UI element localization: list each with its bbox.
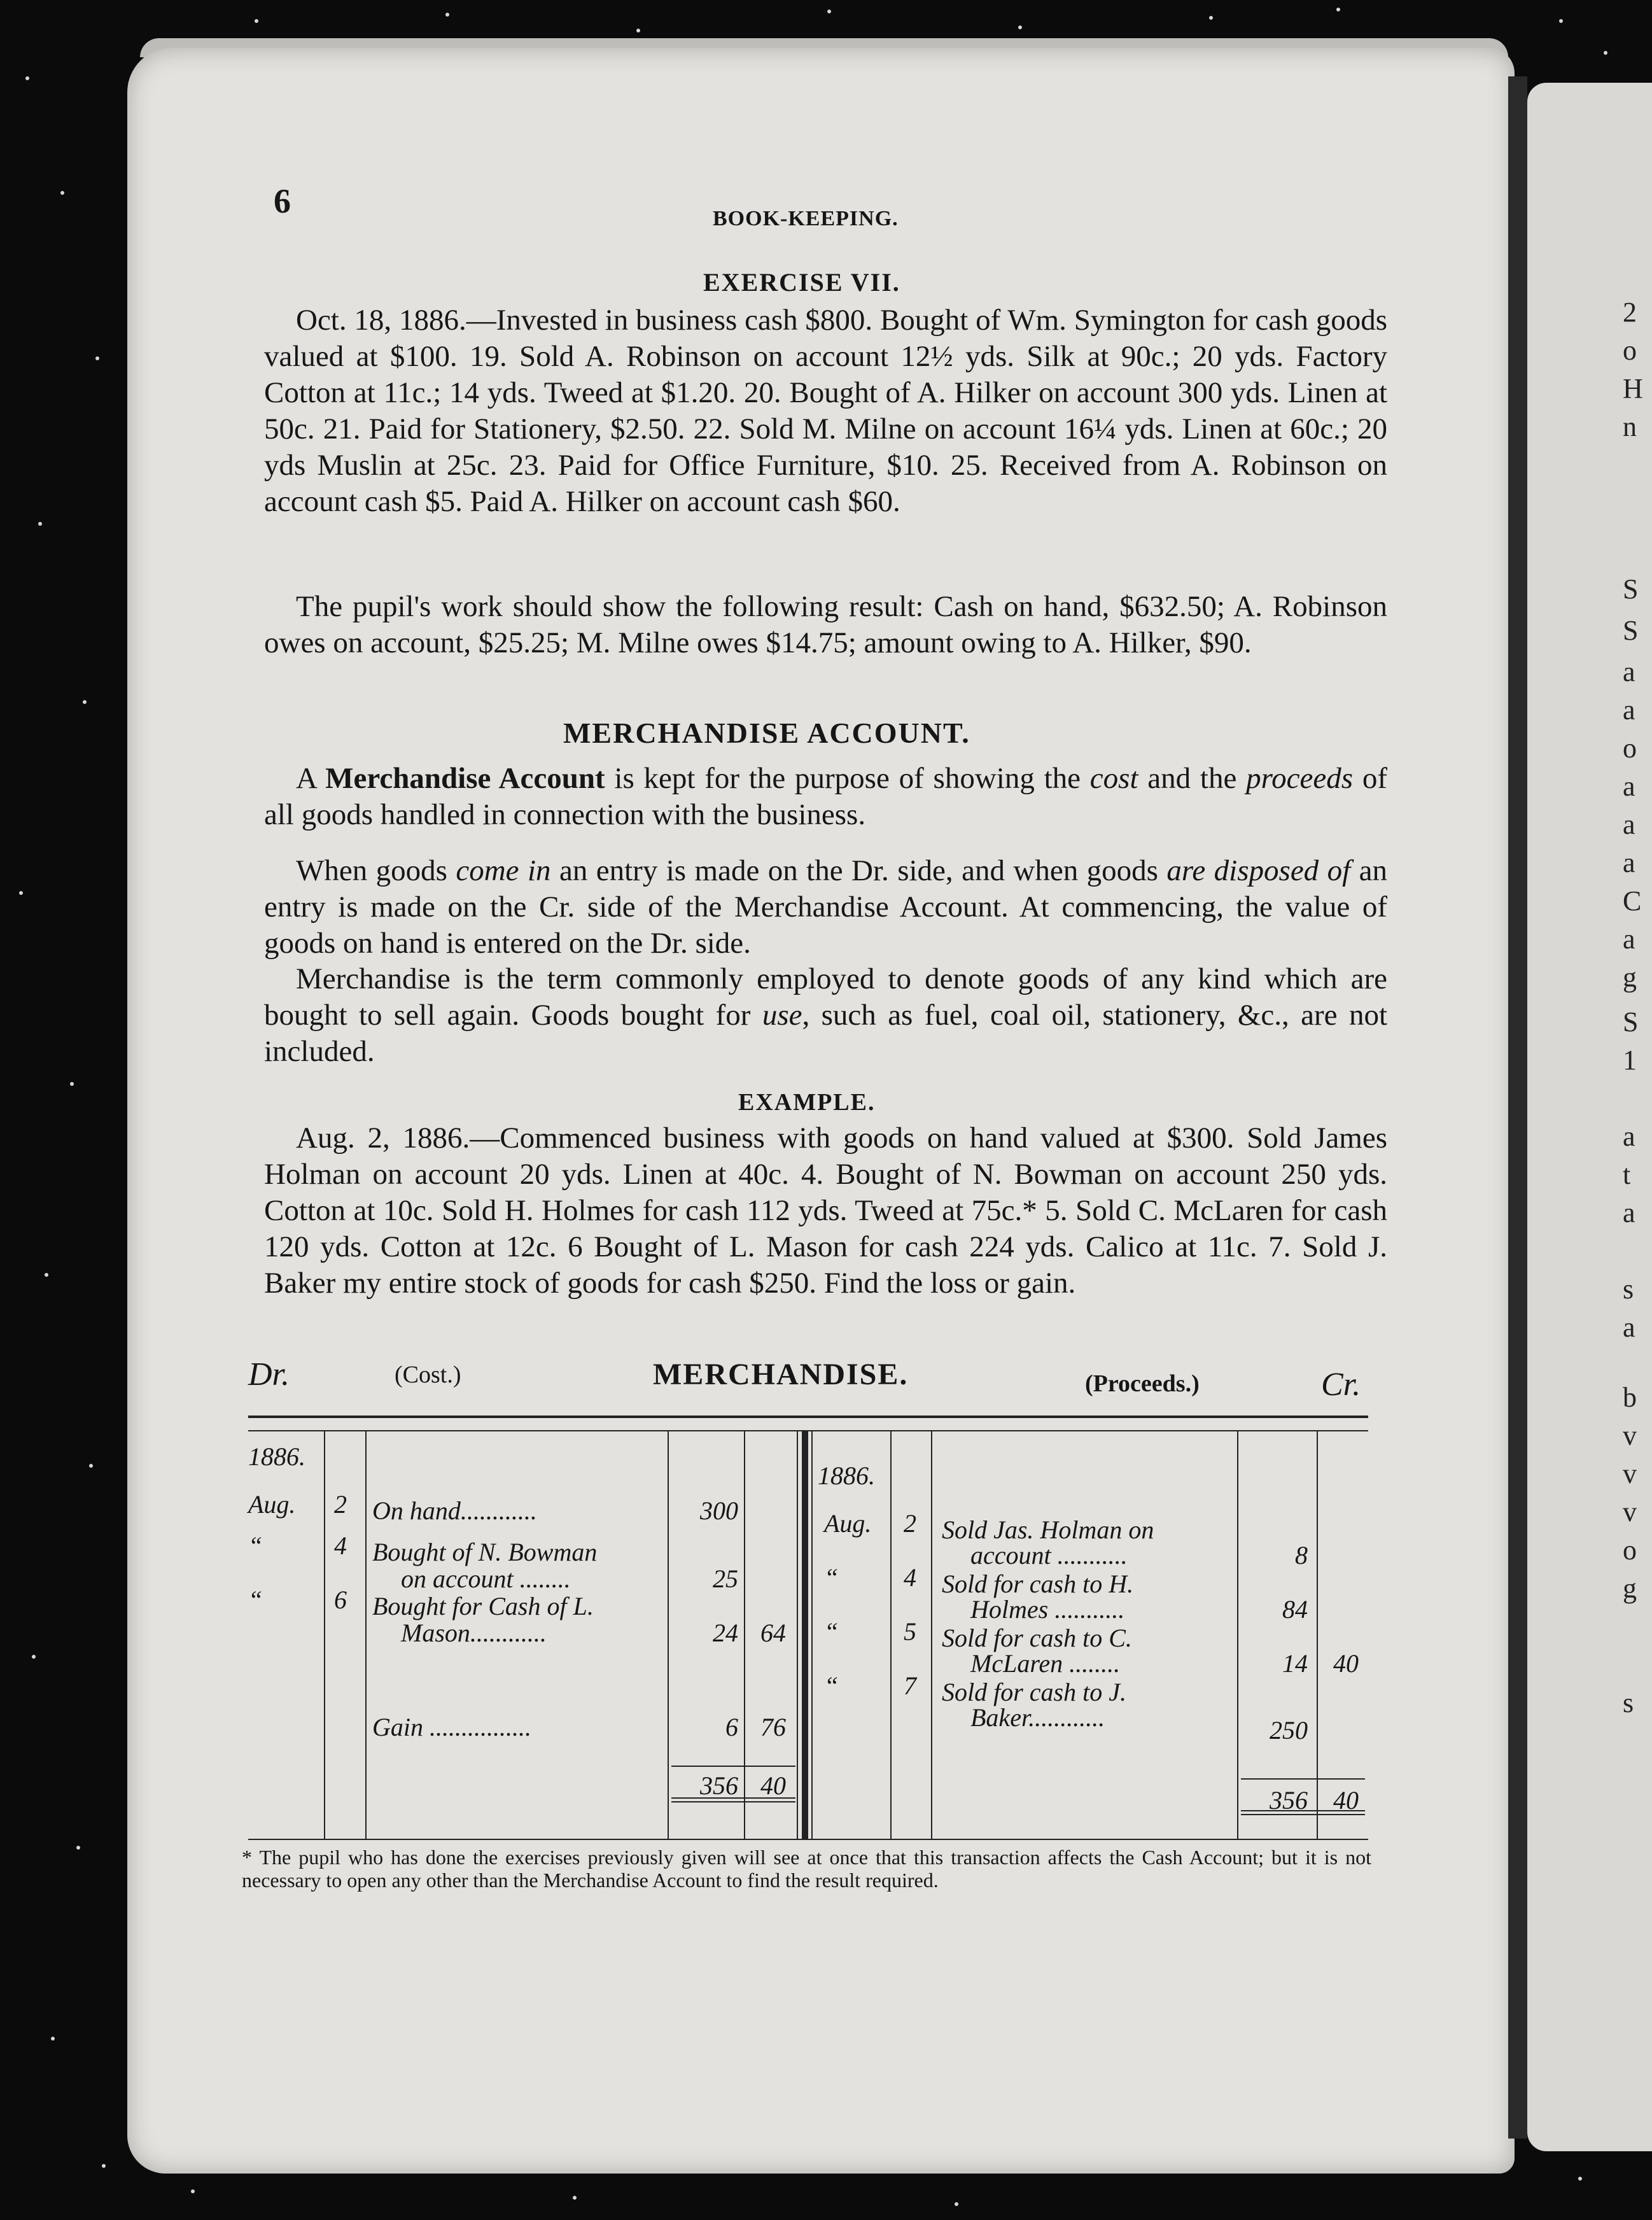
ledger-title: MERCHANDISE.: [653, 1358, 909, 1391]
facing-page-fragment: a: [1623, 847, 1635, 878]
debit-description: Gain ................: [372, 1713, 531, 1741]
facing-page-fragment: o: [1623, 733, 1637, 764]
facing-page-fragment: a: [1623, 1121, 1635, 1152]
merchandise-term-definition: Merchandise is the term commonly employed to denote goods of any kind which are bought to sell again. Goods bought for use, such as fuel, coal oil, stationery, &c., are not included.: [264, 962, 1388, 1068]
dust-speck: [89, 1464, 93, 1468]
cost-label: (Cost.): [395, 1361, 461, 1388]
facing-page-fragment: a: [1623, 771, 1635, 802]
facing-page-fragment: g: [1623, 1573, 1637, 1604]
debit-month: “: [248, 1531, 263, 1560]
debit-total-cents: 40: [760, 1771, 786, 1800]
dust-speck: [445, 13, 449, 17]
debit-dollars: 25: [713, 1564, 738, 1593]
proceeds-label: (Proceeds.): [1085, 1370, 1200, 1397]
exercise-title: EXERCISE VII.: [703, 268, 900, 297]
dust-speck: [827, 10, 831, 13]
debit-total-dollars: 356: [700, 1771, 738, 1800]
debit-day: 4: [334, 1531, 347, 1560]
dust-speck: [636, 29, 640, 32]
dust-speck: [76, 1846, 80, 1850]
facing-page-fragment: a: [1623, 694, 1635, 726]
dust-speck: [25, 76, 29, 80]
credit-year: 1886.: [818, 1461, 875, 1490]
dust-speck: [1018, 25, 1022, 29]
credit-dollars: 14: [1282, 1649, 1308, 1678]
credit-dollars: 250: [1270, 1716, 1308, 1745]
facing-page-fragment: n: [1623, 411, 1637, 442]
dust-speck: [1209, 16, 1213, 20]
credit-description: account ...........: [970, 1541, 1128, 1570]
debit-year: 1886.: [248, 1442, 305, 1471]
debit-description: Bought of N. Bowman: [372, 1538, 598, 1566]
facing-page-fragment: b: [1623, 1382, 1637, 1413]
dust-speck: [573, 2196, 577, 2200]
facing-page-fragment: a: [1623, 656, 1635, 687]
dust-speck: [191, 2189, 195, 2193]
credit-month: “: [824, 1563, 839, 1592]
debit-label: Dr.: [248, 1356, 290, 1393]
facing-page-fragment: a: [1623, 809, 1635, 840]
facing-page-fragment: H: [1623, 373, 1643, 404]
credit-month: Aug.: [824, 1509, 872, 1538]
credit-description: McLaren ........: [970, 1649, 1121, 1678]
debit-day: 6: [334, 1585, 347, 1614]
ledger-header: [248, 1356, 1387, 1407]
credit-month: “: [824, 1671, 839, 1700]
credit-day: 4: [904, 1563, 916, 1592]
facing-page-fragment: S: [1623, 615, 1639, 646]
example-title: EXAMPLE.: [738, 1089, 876, 1116]
debit-description: Mason............: [401, 1619, 547, 1647]
dust-speck: [1604, 51, 1607, 55]
facing-page-fragment: 1: [1623, 1044, 1637, 1076]
merchandise-definition: A Merchandise Account is kept for the purpose of showing the cost and the proceeds of all goods handled in connection with the business.: [264, 762, 1387, 831]
footnote: * The pupil who has done the exercises previously given will see at once that this transaction affects the Cash Account; but it is not necessary to open any other than the Merchandise Account to find the result required.: [242, 1846, 1371, 1892]
facing-page-fragment: g: [1623, 962, 1637, 993]
credit-month: “: [824, 1617, 839, 1646]
book-spine: [1508, 76, 1527, 2139]
merchandise-account-title: MERCHANDISE ACCOUNT.: [563, 717, 970, 749]
dust-speck: [70, 1082, 74, 1086]
credit-total-cents: 40: [1333, 1786, 1359, 1815]
credit-day: 5: [904, 1617, 916, 1646]
dust-speck: [45, 1273, 48, 1277]
facing-page-fragment: S: [1623, 1006, 1639, 1037]
dust-speck: [1578, 2177, 1582, 2181]
facing-page-fragment: C: [1623, 885, 1642, 917]
dust-speck: [1559, 19, 1563, 23]
debit-dollars: 6: [725, 1713, 738, 1741]
dust-speck: [83, 700, 87, 704]
credit-description: Sold for cash to H.: [942, 1570, 1134, 1598]
facing-page-fragment: 2: [1623, 297, 1637, 328]
credit-dollars: 8: [1295, 1541, 1308, 1570]
dust-speck: [95, 356, 99, 360]
running-head: BOOK-KEEPING.: [713, 207, 899, 230]
debit-day: 2: [334, 1490, 347, 1519]
facing-page-fragment: a: [1623, 924, 1635, 955]
debit-description: Bought for Cash of L.: [372, 1592, 594, 1620]
dust-speck: [955, 2202, 958, 2206]
dust-speck: [1336, 8, 1340, 11]
debit-cents: 64: [760, 1619, 786, 1647]
debit-cents: 76: [760, 1713, 786, 1741]
dust-speck: [38, 522, 42, 526]
example-paragraph: Aug. 2, 1886.—Commenced business with goods on hand valued at $300. Sold James Holman on account 20 yds. Linen at 40c. 4. Bought of N. Bowman on account 250 yds. Cotton at 10c. Sold H. Holmes for cash 112 yds. Tweed at 75c.* 5. Sold C. McLaren for cash 120 yds. Cotton at 12c. 6 Bought of L. Mason for cash 224 yds. Calico at 11c. 7. Sold J. Baker my entire stock of goods for cash $250. Find the loss or gain.: [264, 1121, 1387, 1300]
debit-description: On hand............: [372, 1496, 537, 1525]
exercise-paragraph: Oct. 18, 1886.—Invested in business cash $800. Bought of Wm. Symington for cash goods valued at $100. 19. Sold A. Robinson on account 12½ yds. Silk at 90c.; 20 yds. Factory Cotton at 11c.; 14 yds. Tweed at $1.20. 20. Bought of A. Hilker on account 300 yds. Linen at 50c. 21. Paid for Stationery, $2.50. 22. Sold M. Milne on account 16¼ yds. Linen at 60c.; 20 yds Muslin at 25c. 23. Paid for Office Furniture, $10. 25. Received from A. Robinson on account cash $5. Paid A. Hilker on account cash $60.: [264, 304, 1387, 518]
debit-description: on account ........: [401, 1564, 571, 1593]
dust-speck: [19, 891, 23, 895]
debit-dollars: 24: [713, 1619, 738, 1647]
dust-speck: [102, 2164, 106, 2168]
debit-month: Aug.: [248, 1490, 296, 1519]
facing-page-fragment: S: [1623, 573, 1639, 605]
page-number: 6: [274, 182, 291, 220]
credit-description: Sold Jas. Holman on: [942, 1515, 1154, 1544]
credit-label: Cr.: [1321, 1366, 1361, 1403]
facing-page-fragment: v: [1623, 1458, 1637, 1489]
facing-page-fragment: t: [1623, 1159, 1631, 1190]
credit-cents: 40: [1333, 1649, 1359, 1678]
credit-day: 7: [904, 1671, 916, 1700]
credit-total-dollars: 356: [1270, 1786, 1308, 1815]
facing-page-fragment: a: [1623, 1197, 1635, 1228]
facing-page-fragment: o: [1623, 1535, 1637, 1566]
facing-page-fragment: v: [1623, 1496, 1637, 1528]
dust-speck: [1629, 1878, 1633, 1881]
dust-speck: [60, 191, 64, 195]
dust-speck: [32, 1655, 36, 1659]
facing-page-fragment: v: [1623, 1420, 1637, 1451]
facing-page-fragment: s: [1623, 1274, 1634, 1305]
facing-page-fragment: o: [1623, 335, 1637, 366]
credit-description: Holmes ...........: [970, 1595, 1125, 1624]
facing-page-fragment: a: [1623, 1312, 1635, 1343]
credit-description: Baker............: [970, 1703, 1105, 1732]
dust-speck: [51, 2037, 55, 2041]
merchandise-ledger: [248, 1400, 1368, 1846]
debit-month: “: [248, 1585, 263, 1614]
credit-dollars: 84: [1282, 1595, 1308, 1624]
credit-day: 2: [904, 1509, 916, 1538]
credit-description: Sold for cash to C.: [942, 1624, 1132, 1652]
facing-page: [1527, 83, 1652, 2151]
debit-dollars: 300: [700, 1496, 738, 1525]
dust-speck: [255, 19, 258, 23]
exercise-result: The pupil's work should show the following result: Cash on hand, $632.50; A. Robinson owes on account, $25.25; M. Milne owes $14.75; amount owing to A. Hilker, $90.: [264, 590, 1387, 659]
credit-description: Sold for cash to J.: [942, 1678, 1126, 1706]
merchandise-entry-rules: When goods come in an entry is made on the Dr. side, and when goods are disposed of an entry is made on the Cr. side of the Merchandise Account. At commencing, the value of goods on hand is entered on the Dr. side.: [264, 854, 1387, 960]
facing-page-fragment: s: [1623, 1687, 1634, 1718]
